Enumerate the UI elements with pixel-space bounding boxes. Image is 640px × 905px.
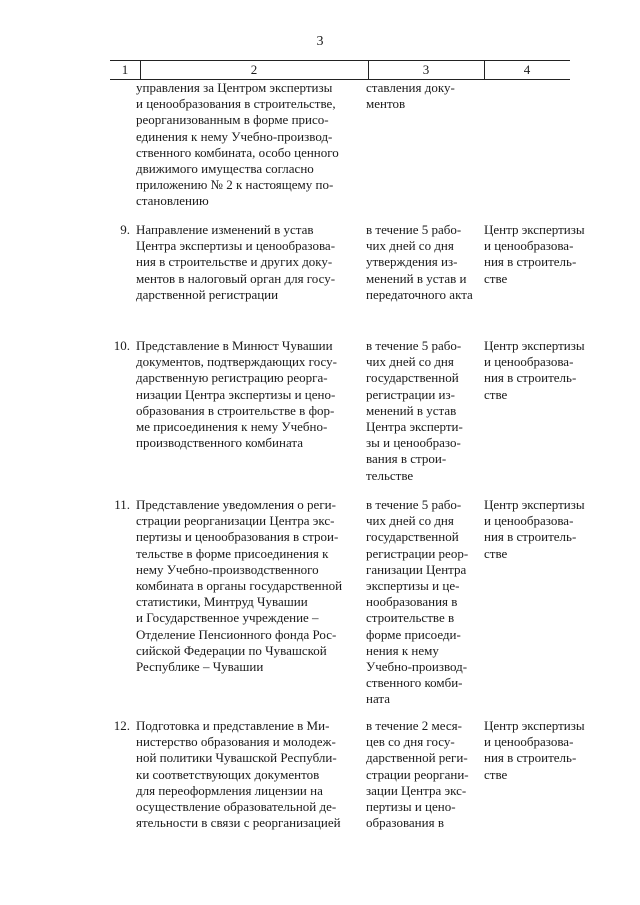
row-action [136, 338, 360, 451]
row-responsible-line: ния в строитель- [484, 254, 577, 270]
column-header-3: 3 [422, 62, 430, 77]
row-action-line: сийской Федерации по Чувашской [136, 642, 327, 658]
row-responsible-line: и ценообразова- [484, 513, 574, 529]
row-action-line: ментов в налоговый орган для госу- [136, 270, 336, 286]
row-deadline-line: ната [366, 691, 391, 707]
row-responsible-line: ния в строитель- [484, 370, 577, 386]
continuation-action-line: движимого имущества согласно [136, 161, 314, 177]
continuation-deadline-line: ментов [366, 96, 406, 112]
row-deadline-line: государственной [366, 529, 459, 545]
row-deadline-line: зации Центра экс- [366, 782, 467, 798]
row-deadline-line: ственного комби- [366, 675, 463, 691]
row-deadline-line: регистрации реор- [366, 545, 469, 561]
row-action-line: Представление в Минюст Чувашии [136, 338, 333, 353]
row-action-line: Центра экспертизы и ценообразова- [136, 238, 336, 254]
row-responsible-line: стве [484, 270, 508, 286]
row-action-line: ния в строительстве и других доку- [136, 254, 333, 270]
row-deadline-line: дарственной реги- [366, 750, 468, 766]
continuation-action-line: и ценообразования в строительстве, [136, 96, 336, 112]
row-action [136, 222, 360, 303]
row-deadline-line: пертизы и цено- [366, 799, 456, 815]
row-action-line: образования в строительстве в фор- [136, 402, 335, 418]
row-deadline-line: передаточного акта [366, 286, 473, 302]
page-number: 3 [316, 34, 324, 49]
row-responsible-line: ния в строитель- [484, 750, 577, 766]
row-action-line: нему Учебно-производственного [136, 561, 319, 577]
row-number: 9. [120, 222, 130, 237]
row-deadline [366, 338, 476, 484]
row-responsible-line: Центр экспертизы [484, 718, 585, 733]
row-deadline-line: форме присоеди- [366, 626, 461, 642]
row-responsible [484, 718, 596, 783]
row-deadline-line: страции реоргани- [366, 766, 469, 782]
row-action [136, 497, 360, 675]
row-action-line: ятельности в связи с реорганизацией [136, 815, 341, 831]
continuation-deadline [366, 80, 476, 112]
row-action-line: и Государственное учреждение – [136, 610, 319, 626]
row-action-line: производственного комбината [136, 435, 304, 451]
row-responsible-line: и ценообразова- [484, 734, 574, 750]
continuation-deadline-line: ставления доку- [366, 80, 455, 95]
continuation-action-line: ственного комбината, особо ценного [136, 144, 339, 160]
row-responsible-line: стве [484, 386, 508, 402]
row-deadline-line: в течение 5 рабо- [366, 338, 462, 353]
continuation-action-line: приложению № 2 к настоящему по- [136, 177, 334, 193]
row-action-line: тельстве в форме присоединения к [136, 545, 329, 561]
row-action-line: нистерство образования и молодеж- [136, 734, 336, 750]
row-deadline-line: в течение 5 рабо- [366, 497, 462, 512]
row-deadline-line: чих дней со дня [366, 238, 454, 254]
column-header-1: 1 [121, 62, 129, 77]
row-action-line: осуществление образовательной де- [136, 799, 337, 815]
continuation-action-line: становлению [136, 193, 209, 209]
row-responsible-line: и ценообразова- [484, 354, 574, 370]
row-action-line: Подготовка и представление в Ми- [136, 718, 330, 733]
row-deadline-line: чих дней со дня [366, 513, 454, 529]
continuation-action [136, 80, 360, 210]
row-deadline-line: государственной [366, 370, 459, 386]
row-deadline-line: зы и ценообразо- [366, 435, 461, 451]
row-deadline [366, 497, 476, 708]
row-deadline-line: нения к нему [366, 642, 439, 658]
row-responsible [484, 222, 596, 287]
row-deadline-line: экспертизы и це- [366, 578, 460, 594]
row-responsible-line: стве [484, 545, 508, 561]
row-action [136, 718, 360, 831]
row-action-line: пертизы и ценообразования в строи- [136, 529, 339, 545]
row-action-line: комбината в органы государственной [136, 578, 343, 594]
row-deadline [366, 718, 476, 831]
row-deadline-line: образования в [366, 815, 444, 831]
row-deadline-line: строительстве в [366, 610, 455, 626]
row-deadline-line: вания в строи- [366, 451, 447, 467]
row-deadline-line: чих дней со дня [366, 354, 454, 370]
row-responsible-line: Центр экспертизы [484, 497, 585, 512]
row-action-line: документов, подтверждающих госу- [136, 354, 337, 370]
row-number: 11. [114, 497, 130, 512]
row-action-line: Направление изменений в устав [136, 222, 314, 237]
row-number: 12. [113, 718, 130, 733]
row-action-line: Республике – Чувашии [136, 659, 264, 675]
row-action-line: Представление уведомления о реги- [136, 497, 336, 512]
row-action-line: для переоформления лицензии на [136, 782, 323, 798]
row-responsible-line: стве [484, 766, 508, 782]
column-header-2: 2 [250, 62, 258, 77]
row-action-line: дарственную регистрацию реорга- [136, 370, 328, 386]
row-responsible-line: ния в строитель- [484, 529, 577, 545]
row-deadline [366, 222, 476, 303]
row-deadline-line: Учебно-производ- [366, 659, 468, 675]
row-deadline-line: тельстве [366, 467, 414, 483]
row-deadline-line: нообразования в [366, 594, 458, 610]
row-action-line: дарственной регистрации [136, 286, 279, 302]
row-responsible [484, 338, 596, 403]
column-header-4: 4 [523, 62, 531, 77]
row-deadline-line: цев со дня госу- [366, 734, 455, 750]
table-column-header [110, 60, 570, 80]
row-deadline-line: ганизации Центра [366, 561, 467, 577]
row-action-line: ме присоединения к нему Учебно- [136, 419, 328, 435]
row-responsible-line: Центр экспертизы [484, 222, 585, 237]
continuation-action-line: управления за Центром экспертизы [136, 80, 333, 95]
continuation-action-line: единения к нему Учебно-производ- [136, 128, 333, 144]
row-action-line: Отделение Пенсионного фонда Рос- [136, 626, 337, 642]
row-deadline-line: в течение 5 рабо- [366, 222, 462, 237]
row-action-line: страции реорганизации Центра экс- [136, 513, 335, 529]
row-responsible-line: и ценообразова- [484, 238, 574, 254]
row-action-line: статистики, Минтруд Чувашии [136, 594, 308, 610]
row-action-line: ки соответствующих документов [136, 766, 320, 782]
row-responsible-line: Центр экспертизы [484, 338, 585, 353]
row-action-line: ной политики Чувашской Республи- [136, 750, 337, 766]
row-action-line: низации Центра экспертизы и цено- [136, 386, 336, 402]
row-responsible [484, 497, 596, 562]
row-deadline-line: менений в устав [366, 402, 457, 418]
row-deadline-line: в течение 2 меся- [366, 718, 462, 733]
row-deadline-line: менений в устав и [366, 270, 467, 286]
row-deadline-line: регистрации из- [366, 386, 455, 402]
continuation-action-line: реорганизованным в форме присо- [136, 112, 329, 128]
row-deadline-line: Центра эксперти- [366, 419, 463, 435]
row-number: 10. [113, 338, 130, 353]
row-deadline-line: утверждения из- [366, 254, 458, 270]
